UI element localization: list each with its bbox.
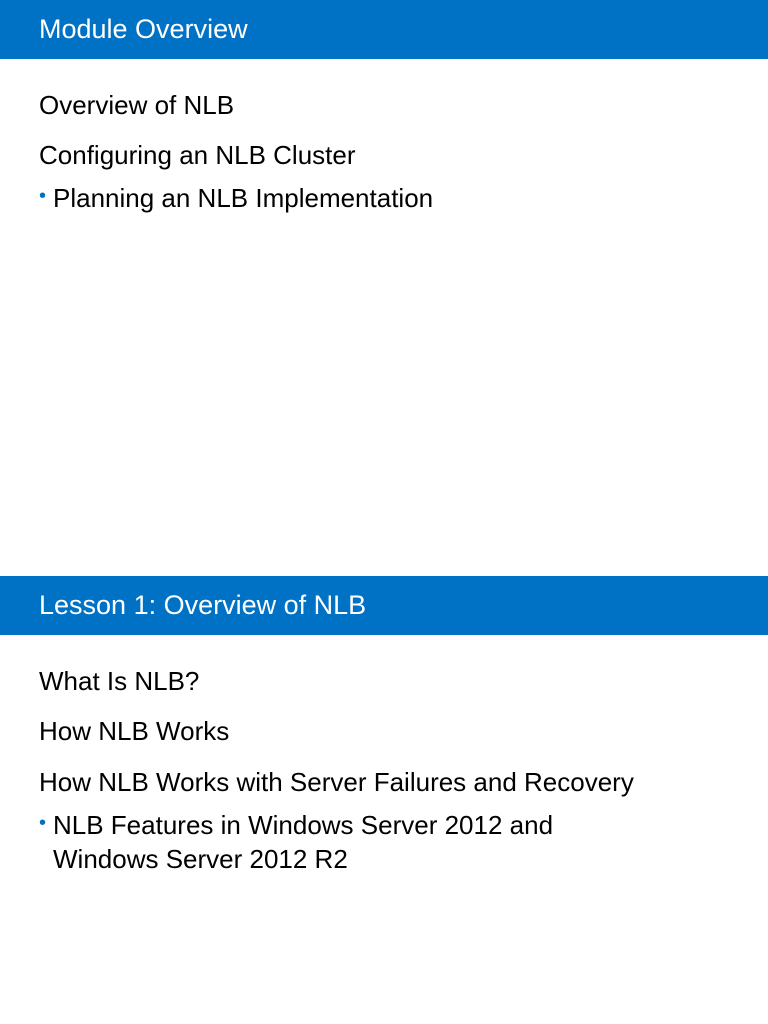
list-item: Overview of NLB: [39, 90, 235, 120]
bullet-text-line: NLB Features in Windows Server 2012 and: [53, 810, 554, 840]
slide-title: Lesson 1: Overview of NLB: [39, 590, 367, 620]
bullet-icon: •: [39, 185, 47, 207]
title-bar: [0, 576, 768, 635]
list-item: How NLB Works with Server Failures and Recovery: [39, 767, 634, 797]
bullet-list-item: [39, 181, 433, 215]
list-item: Configuring an NLB Cluster: [39, 140, 356, 170]
bullet-text: [53, 181, 433, 215]
slide-title: Module Overview: [39, 14, 248, 44]
list-item: What Is NLB?: [39, 666, 200, 696]
title-bar: [0, 0, 768, 59]
bullet-icon: •: [39, 812, 47, 834]
bullet-list-item: [39, 808, 553, 876]
bullet-text: [53, 808, 553, 876]
slide-lesson-1: [0, 576, 768, 1024]
list-item: How NLB Works: [39, 716, 230, 746]
bullet-text-line: Windows Server 2012 R2: [53, 844, 348, 874]
bullet-text-line: Planning an NLB Implementation: [53, 183, 434, 213]
